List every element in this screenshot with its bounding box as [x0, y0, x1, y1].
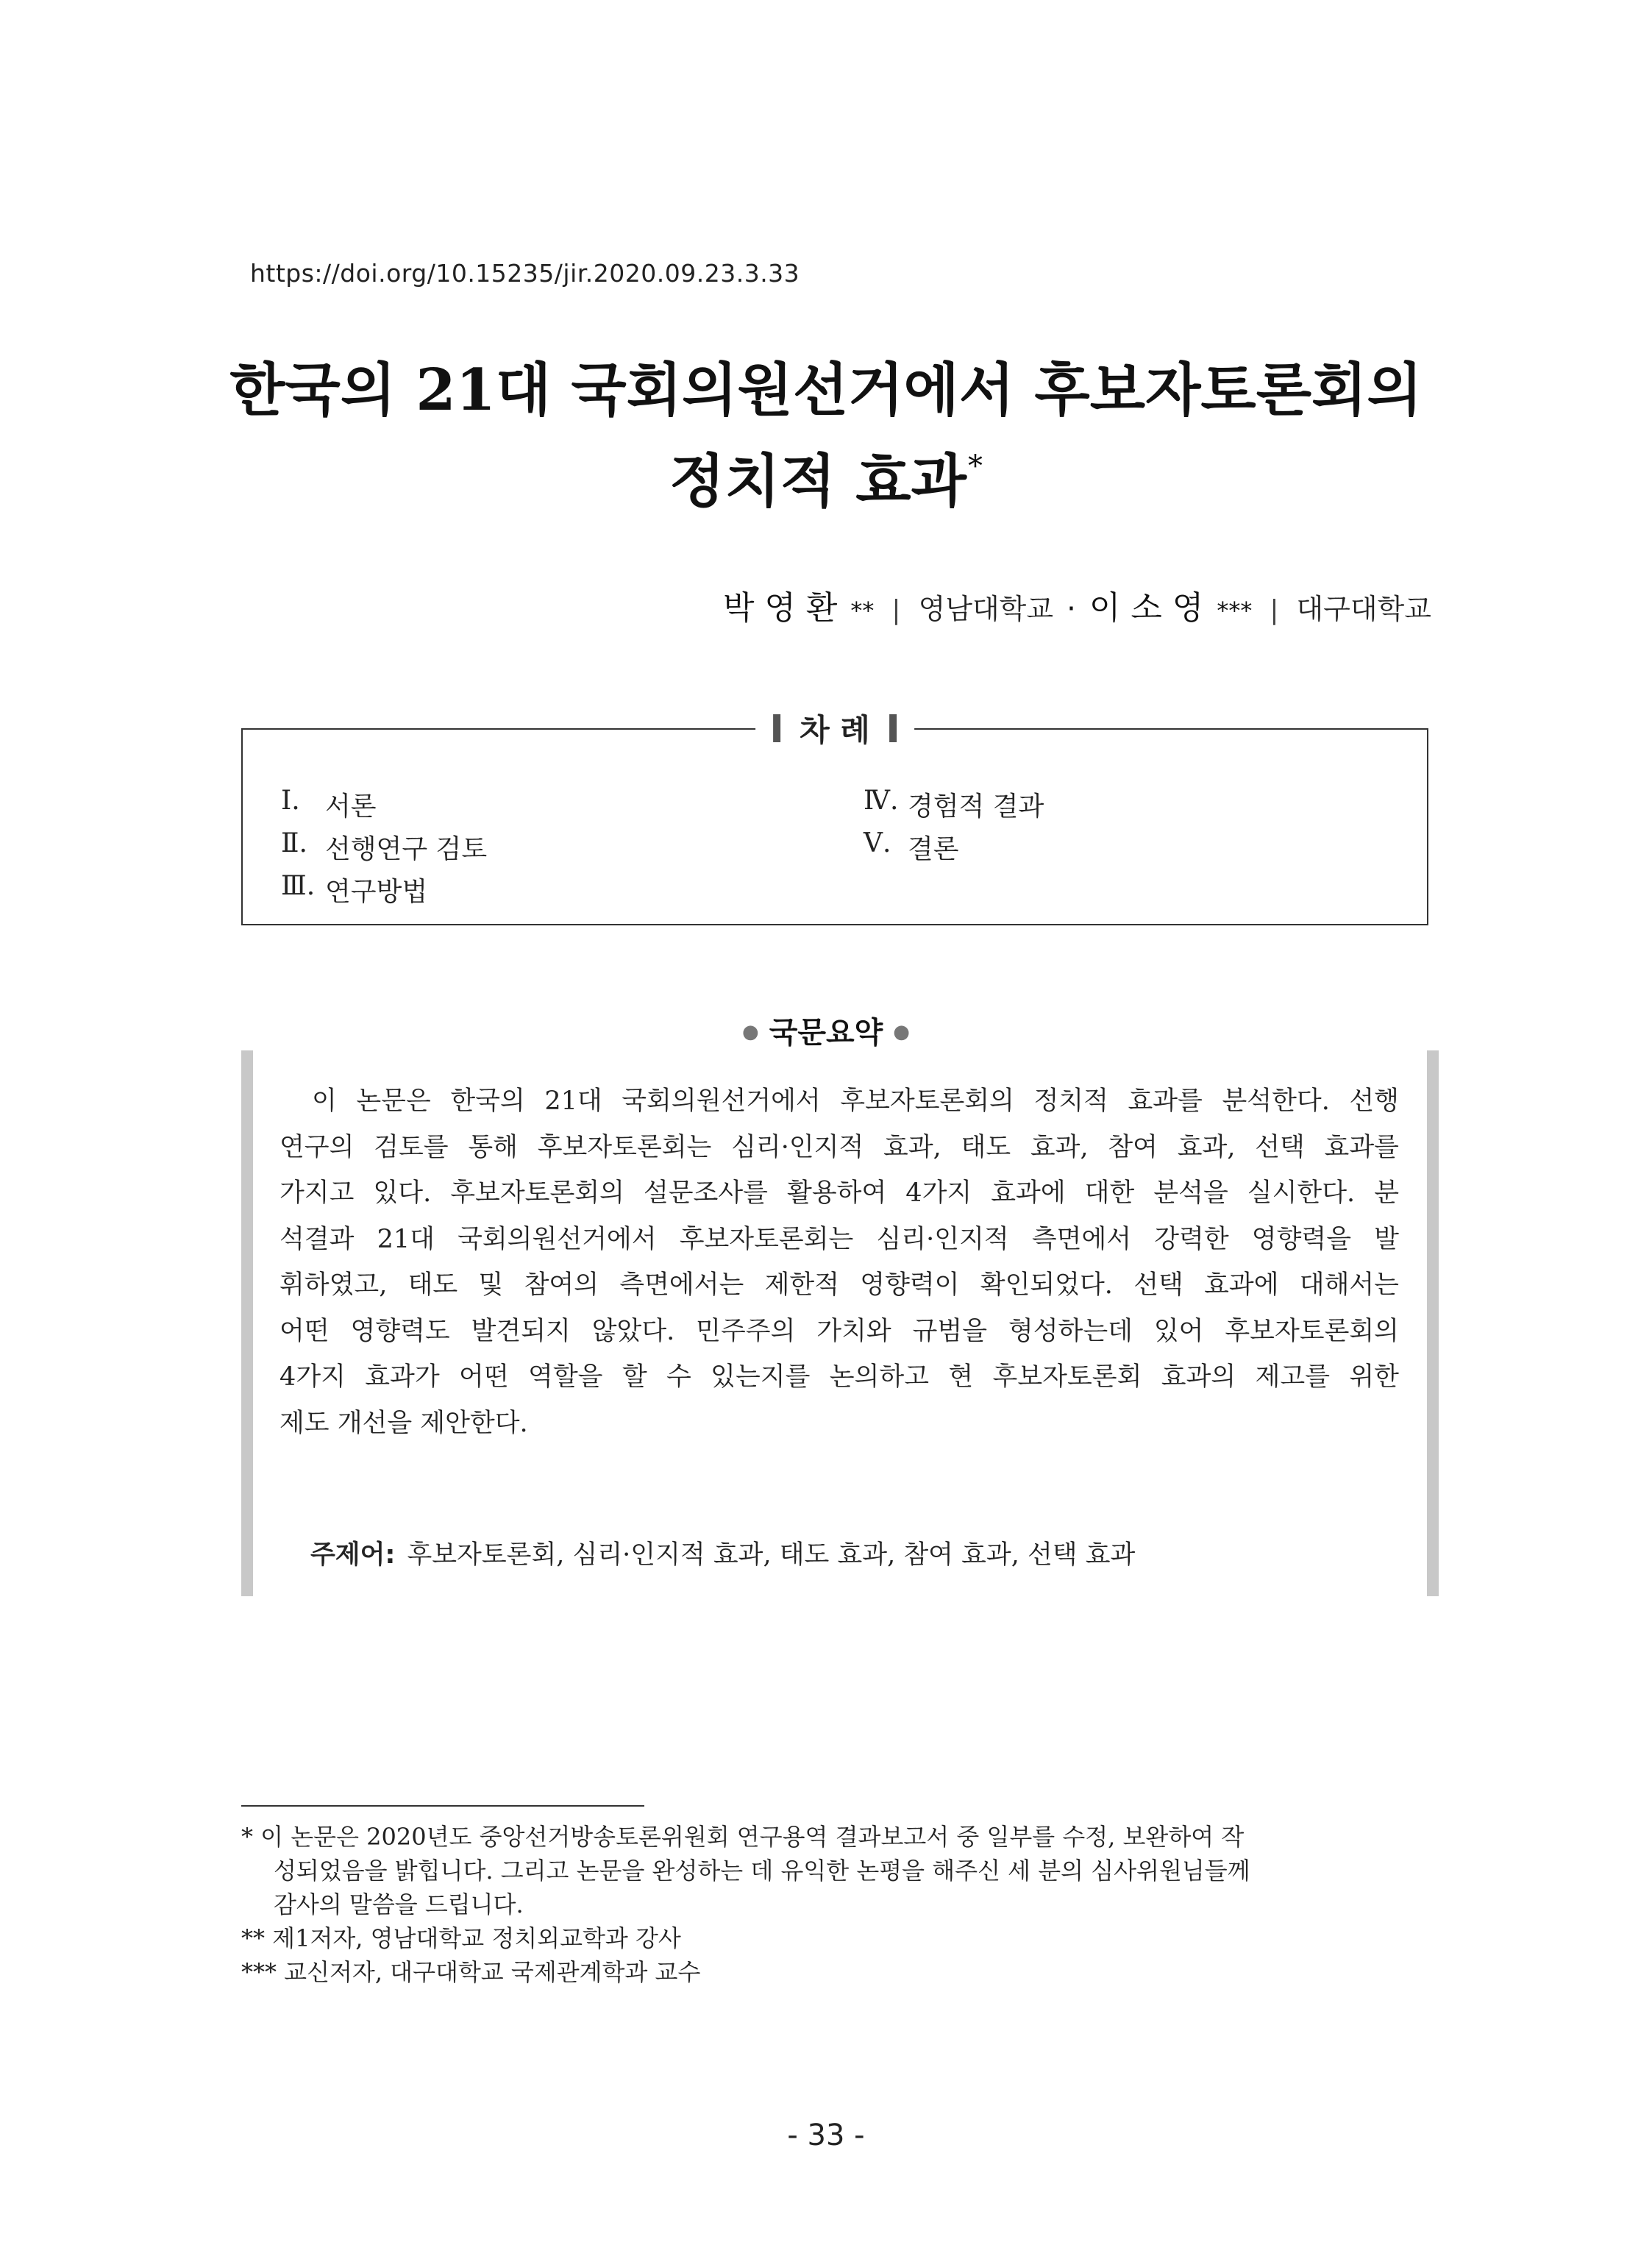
abstract-line: 4가지 효과가 어떤 역할을 할 수 있는지를 논의하고 현 후보자토론회 효과의 제고를 위한	[280, 1362, 1399, 1392]
author-line	[723, 581, 1431, 628]
abstract-line: 연구의 검토를 통해 후보자토론회는 심리·인지적 효과, 태도 효과, 참여 효과, 선택 효과를	[280, 1132, 1399, 1162]
author-1-affiliation: 영남대학교	[918, 593, 1054, 625]
author-2-name: 이 소 영	[1089, 589, 1204, 627]
title-footnote-mark: *	[967, 449, 983, 483]
footnote-2: ** 제1저자, 영남대학교 정치외교학과 강사	[241, 1924, 681, 1952]
footnote-1-line-2: 성되었음을 밝힙니다. 그리고 논문을 완성하는 데 유익한 논평을 해주신 세 분의 심사위원님들께	[274, 1857, 1250, 1885]
toc-item[interactable]	[281, 828, 487, 866]
abstract-line: 어떤 영향력도 발견되지 않았다. 민주주의 가치와 규범을 형성하는데 있어 후보자토론회의	[280, 1316, 1399, 1346]
toc-item[interactable]	[864, 828, 959, 866]
toc-title-text: 차 례	[800, 712, 870, 748]
toc-item[interactable]	[281, 786, 377, 823]
abstract-heading-text: 국문요약	[769, 1016, 883, 1050]
author-2-affiliation: 대구대학교	[1296, 593, 1431, 625]
author-separator: |	[1270, 595, 1279, 625]
keywords-text: 후보자토론회, 심리·인지적 효과, 태도 효과, 참여 효과, 선택 효과	[407, 1540, 1136, 1570]
author-1-name: 박 영 환	[722, 589, 838, 627]
toc-item-number: Ⅳ.	[864, 786, 899, 816]
toc-item-label: 서론	[325, 791, 377, 822]
paper-title-line-2	[0, 435, 1652, 518]
footnote-1-line-3: 감사의 말씀을 드립니다.	[274, 1890, 524, 1918]
abstract-line: 이 논문은 한국의 21대 국회의원선거에서 후보자토론회의 정치적 효과를 분석한다. 선행	[312, 1086, 1399, 1116]
toc-item-number: Ⅰ.	[281, 786, 300, 816]
abstract-left-bar	[241, 1050, 253, 1596]
page-number: - 33 -	[787, 2119, 865, 2152]
abstract-line: 석결과 21대 국회의원선거에서 후보자토론회는 심리·인지적 측면에서 강력한 영향력을 발	[280, 1224, 1399, 1254]
toc-bar-left-icon	[773, 714, 780, 742]
toc-item-label: 경험적 결과	[908, 791, 1044, 822]
toc-item-number: Ⅱ.	[281, 828, 307, 858]
toc-item-number: Ⅲ.	[281, 871, 316, 901]
author-dot: ·	[1067, 592, 1076, 626]
toc-item[interactable]	[281, 871, 427, 908]
footnote-3: *** 교신저자, 대구대학교 국제관계학과 교수	[241, 1958, 701, 1986]
keywords-label: 주제어:	[310, 1540, 396, 1570]
abstract-body	[280, 1078, 1399, 1446]
abstract-line: 휘하였고, 태도 및 참여의 측면에서는 제한적 영향력이 확인되었다. 선택 효과에 대해서는	[280, 1270, 1399, 1300]
toc-item-label: 선행연구 검토	[325, 834, 488, 864]
footnote-divider	[241, 1805, 644, 1807]
abstract-line: 제도 개선을 제안한다.	[280, 1408, 528, 1438]
abstract-right-bar	[1427, 1050, 1439, 1596]
toc-item[interactable]	[864, 786, 1044, 823]
paper-title-text: 정치적 효과	[669, 448, 966, 515]
author-2-mark: ***	[1217, 597, 1253, 625]
doi-link[interactable]: https://doi.org/10.15235/jir.2020.09.23.3.33	[250, 259, 800, 288]
toc-item-label: 결론	[908, 834, 959, 864]
author-1-mark: **	[850, 597, 875, 625]
table-of-contents	[241, 712, 1428, 925]
keywords	[310, 1534, 1135, 1571]
author-separator: |	[891, 595, 901, 625]
footnote-1-line-1: * 이 논문은 2020년도 중앙선거방송토론위원회 연구용역 결과보고서 중 일부를 수정, 보완하여 작	[241, 1823, 1245, 1851]
bullet-icon: ●	[893, 1021, 910, 1043]
toc-item-label: 연구방법	[325, 877, 428, 907]
abstract-heading	[0, 1009, 1652, 1051]
abstract-line: 가지고 있다. 후보자토론회의 설문조사를 활용하여 4가지 효과에 대한 분석을 실시한다. 분	[280, 1178, 1399, 1208]
toc-bar-right-icon	[889, 714, 897, 742]
toc-item-number: Ⅴ.	[864, 828, 891, 858]
paper-title-line-1: 한국의 21대 국회의원선거에서 후보자토론회의	[229, 357, 1423, 424]
toc-title	[755, 706, 914, 750]
bullet-icon: ●	[742, 1021, 759, 1043]
